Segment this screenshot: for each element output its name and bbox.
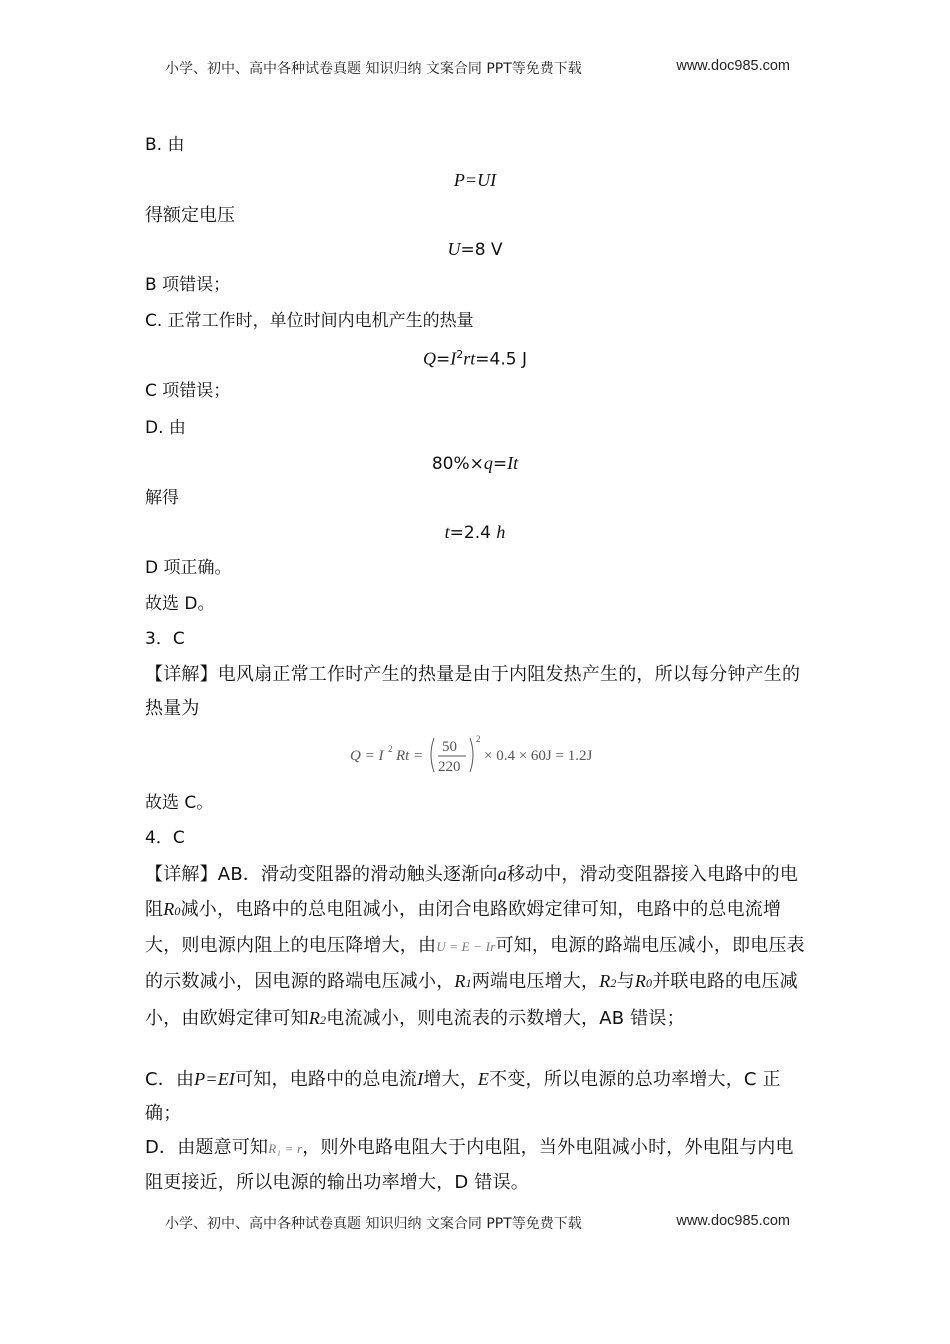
- page-header: [165, 58, 790, 78]
- d-value: t=2.4 h: [444, 522, 506, 543]
- footer-url[interactable]: www.doc985.com: [676, 1213, 790, 1229]
- header-text: 小学、初中、高中各种试卷真题 知识归纳 文案合同 PPT等免费下载: [165, 61, 582, 77]
- b-text: 得额定电压: [145, 205, 235, 226]
- formula-den: 220: [438, 759, 461, 775]
- b-wrong: B 项错误；: [145, 275, 231, 295]
- formula-graphic: [350, 732, 610, 778]
- q3-detail: 【详解】电风扇正常工作时产生的热量是由于内阻发热产生的，所以每分钟产生的热量为: [145, 664, 801, 720]
- c-equation: $Q=I^2rt=4.5$ J: [423, 348, 527, 370]
- left-paren: [431, 738, 434, 772]
- d-equation: 80%×q=It: [431, 453, 519, 474]
- q4-answer: 4．C: [145, 828, 185, 848]
- c-intro: C. 正常工作时，单位时间内电机产生的热量: [145, 311, 474, 331]
- formula-rt: Rt =: [396, 748, 424, 764]
- formula-lhs: Q = I: [350, 748, 384, 764]
- b-value: U=8 V: [447, 239, 503, 260]
- formula-num: 50: [442, 739, 457, 755]
- q4-paragraph-1: 【详解】AB．滑动变阻器的滑动触头逐渐向a移动中，滑动变阻器接入电路中的电阻R0减小，电路中的总电阻减小，由闭合电路欧姆定律可知，电路中的总电流增大，则电源内阻上的电压降增大，由U = E − Ir可知，电源的路端电压减小，即电压表的示数减小，因电源的路端电压减小，R1两端电压增大，R2与R0并联电路的电压减小，由欧姆定律可知R2电流减小，则电流表的示数增大，AB 错误；: [145, 864, 805, 1029]
- c-wrong: C 项错误；: [145, 381, 231, 401]
- d-text: 解得: [145, 488, 179, 508]
- formula-rest: × 0.4 × 60J = 1.2J: [484, 748, 593, 764]
- formula-sup: 2: [388, 744, 393, 754]
- footer-text: 小学、初中、高中各种试卷真题 知识归纳 文案合同 PPT等免费下载: [165, 1216, 582, 1232]
- q4-paragraph-2: C．由P=EI可知，电路中的总电流I增大，E不变，所以电源的总功率增大，C 正确；: [145, 1069, 781, 1125]
- right-paren: [470, 738, 473, 772]
- d-choose: 故选 D。: [145, 594, 215, 614]
- b-intro: B. 由: [145, 135, 185, 155]
- q3-choose: 故选 C。: [145, 793, 214, 813]
- header-url[interactable]: www.doc985.com: [676, 58, 790, 74]
- formula-sup-2: 2: [476, 734, 481, 744]
- d-right: D 项正确。: [145, 558, 232, 578]
- page-footer: [165, 1213, 790, 1233]
- q4-paragraph-3: D．由题意可知R₁ = r，则外电路电阻大于内电阻，当外电阻减小时，外电阻与内电阻更接近，所以电源的输出功率增大，D 错误。: [145, 1137, 794, 1194]
- b-equation: P=UI: [453, 170, 497, 190]
- d-intro: D. 由: [145, 418, 186, 438]
- q3-answer: 3．C: [145, 629, 185, 649]
- q3-formula: [350, 732, 610, 782]
